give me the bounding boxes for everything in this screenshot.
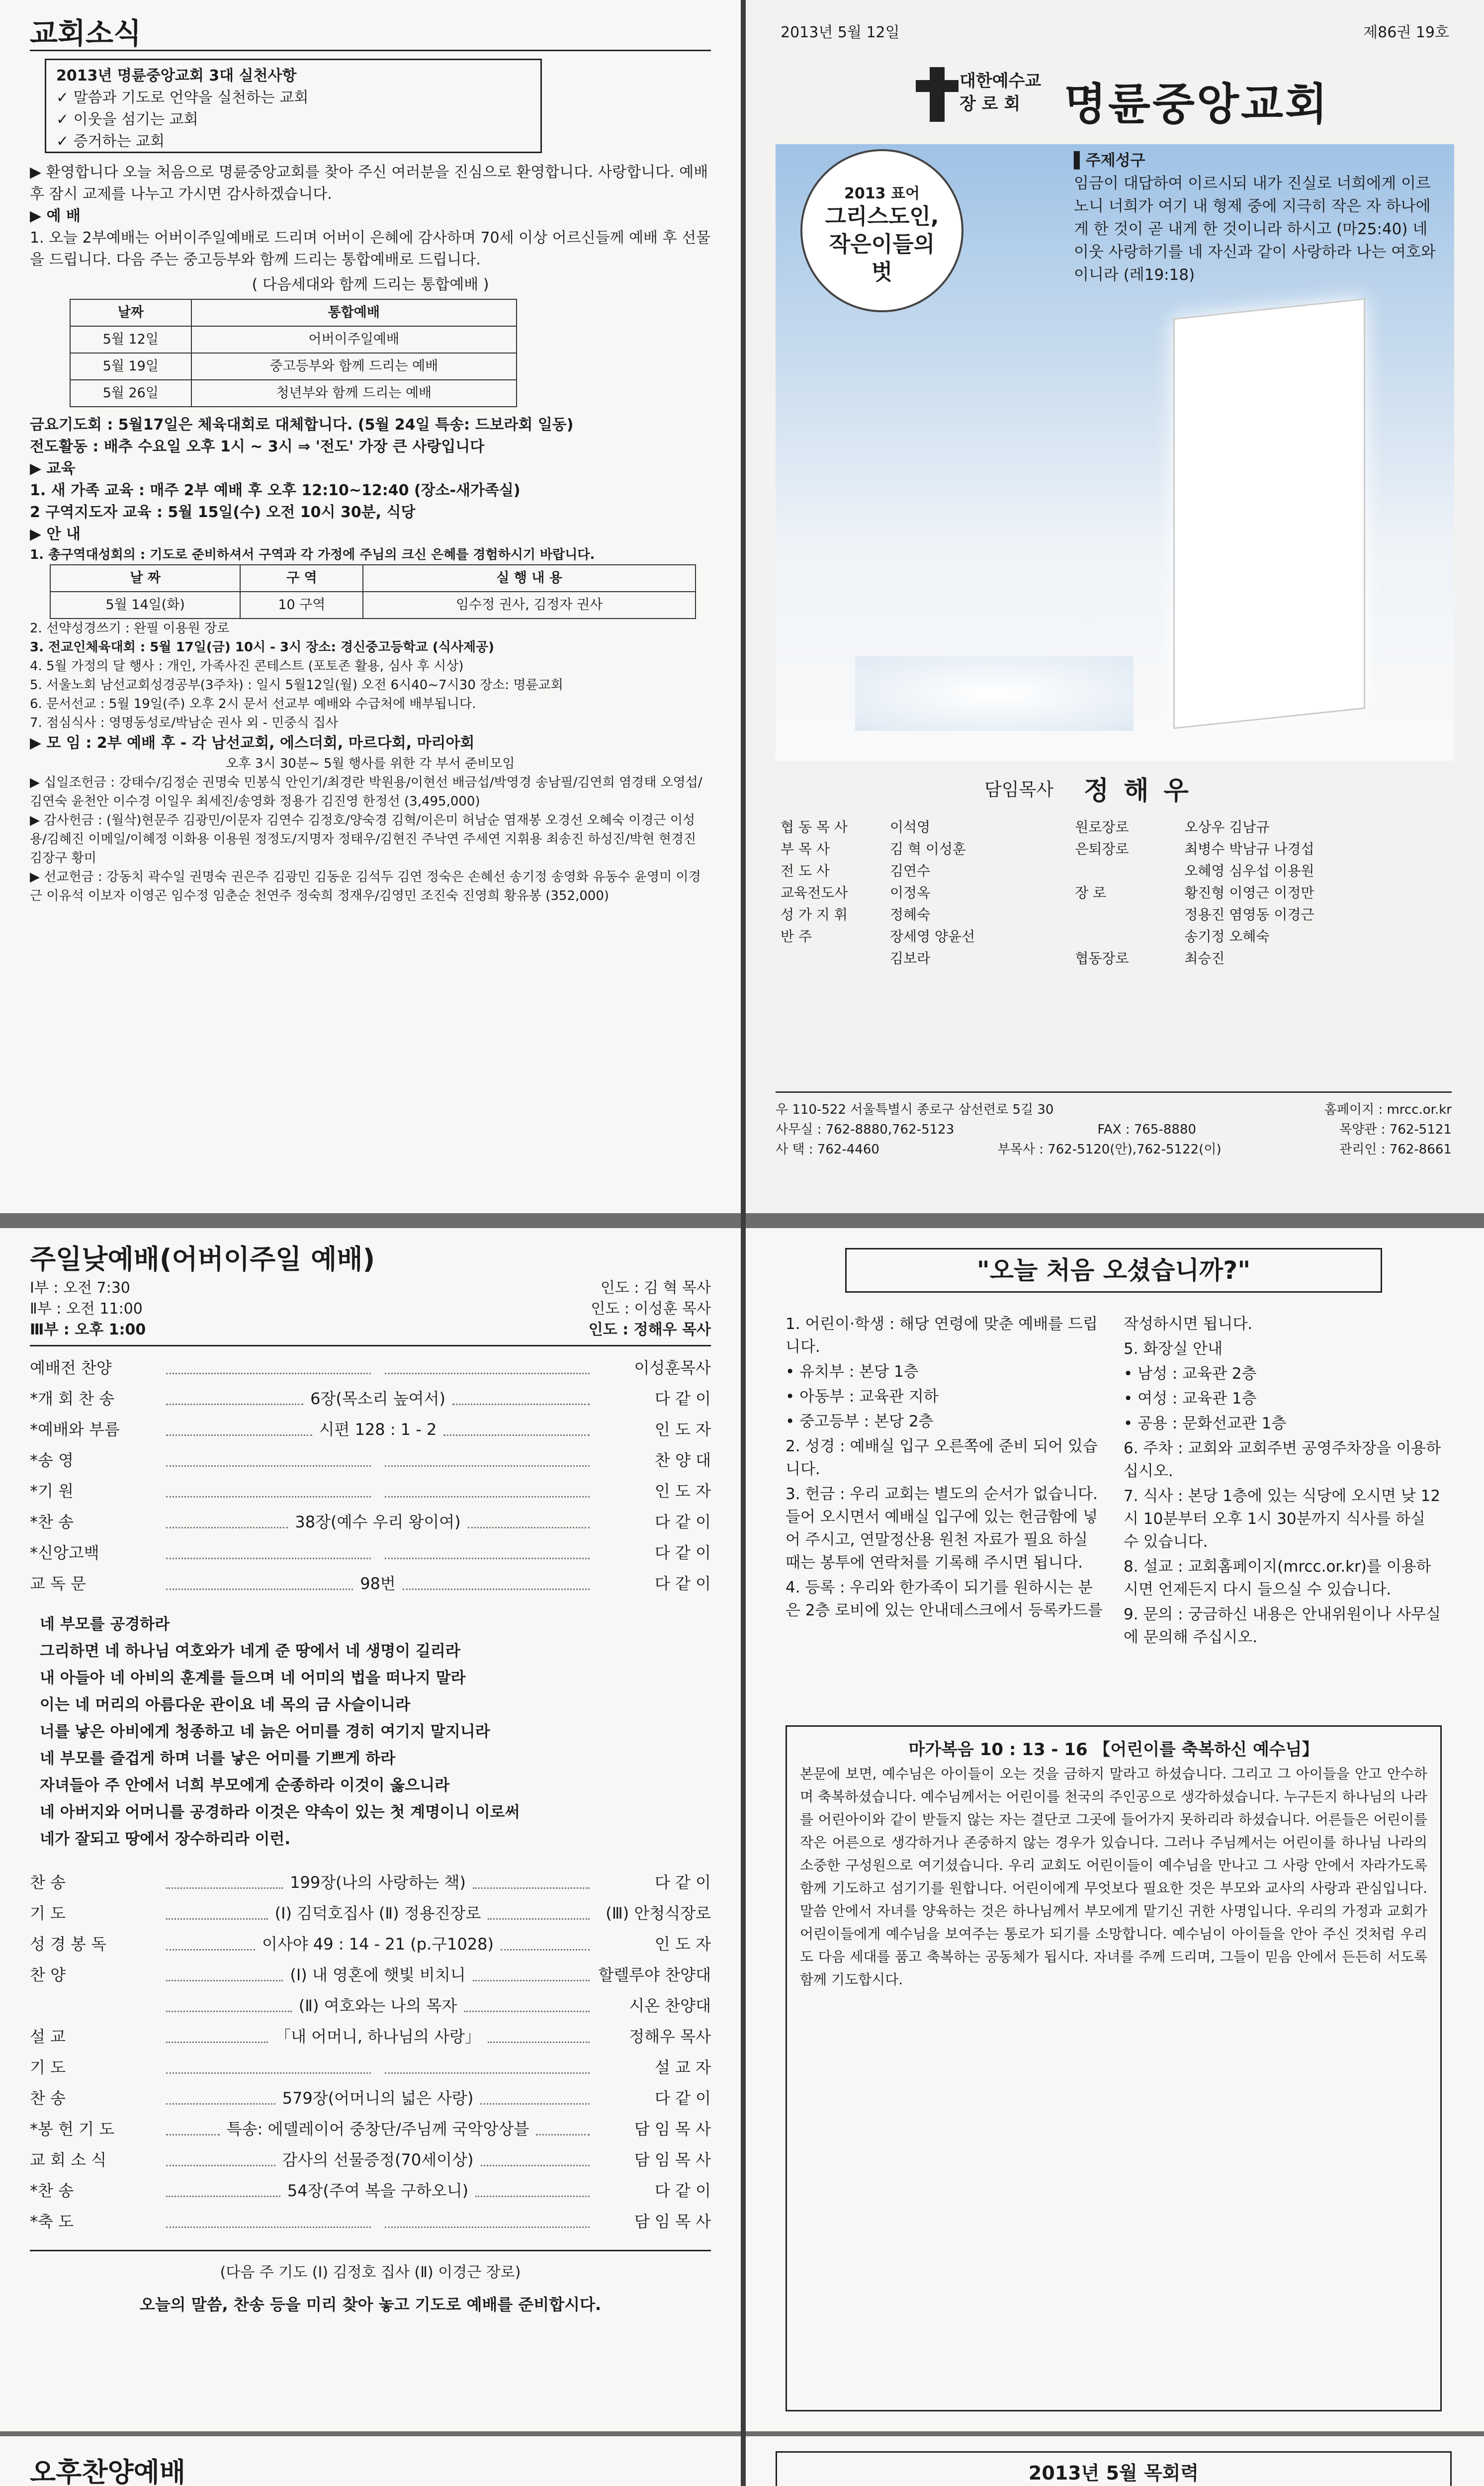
guide-item: 7. 점심식사 : 영명동성로/박남순 권사 외 - 민중식 집사: [30, 715, 339, 730]
motto-badge: [800, 149, 963, 312]
order-label: 찬 송: [30, 2089, 66, 2108]
guide-item: 6. 문서선교 : 5월 19일(주) 오후 2시 문서 선교부 예배와 수급처에 배부됩니다.: [30, 697, 476, 711]
table-cell: 5월 26일: [70, 380, 191, 407]
order-row: [30, 1507, 711, 1537]
order-person: 이성훈목사: [634, 1358, 711, 1377]
motto-text: 벗: [871, 260, 893, 285]
order-label: 성 경 봉 독: [30, 1935, 107, 1953]
ministry-calendar-box: [776, 2451, 1452, 2486]
table-cell: 5월 14일(화): [50, 592, 240, 619]
order-person: 할렐루야 찬양대: [598, 1965, 711, 1984]
guide-item: 5. 서울노회 남선교회성경공부(3주차) : 일시 5월12일(월) 오전 6시40~7시30 장소: 명륜교회: [30, 678, 563, 693]
table-row: [50, 592, 696, 619]
page-sunday-worship: [0, 1228, 741, 2431]
leader-dots: [385, 1537, 590, 1559]
order-person: 다 같 이: [654, 2181, 711, 2200]
section-title-afternoon: 오후찬양예배: [30, 2457, 185, 2486]
staff-cell: 반 주: [781, 928, 812, 945]
staff-cell: [1070, 859, 1179, 881]
order-row: [30, 1568, 711, 1599]
order-person: 찬 양 대: [654, 1451, 711, 1470]
order-row: [30, 2052, 711, 2083]
edu-item: 1. 새 가족 교육 : 매주 2부 예배 후 오후 12:10~12:40 (장소-새가족실): [30, 482, 521, 499]
order-person: 인 도 자: [654, 1420, 711, 1439]
leader-dots: [166, 1898, 268, 1920]
leader-dots: [166, 2083, 275, 2105]
staff-cell: 최병수 박남규 나경섭: [1184, 841, 1314, 857]
friday-prayer-notice: 금요기도회 : 5월17일은 체육대회로 대체합니다. (5월 24일 특송: 드보라회 일동): [30, 416, 574, 434]
staff-cell: 은퇴장로: [1075, 841, 1129, 857]
leader-dots: [166, 1445, 371, 1467]
order-label: 기 도: [30, 1904, 66, 1923]
order-row: [30, 1898, 711, 1929]
notice-head-guide: ▶ 안 내: [30, 526, 81, 543]
district-table: [50, 564, 696, 619]
staff-cell: 원로장로: [1075, 819, 1129, 835]
order-label: *찬 송: [30, 1512, 74, 1531]
order-label: [30, 1990, 159, 2021]
staff-cell: 이정옥: [890, 885, 931, 901]
order-row: [30, 1990, 711, 2021]
staff-table: [776, 815, 1452, 969]
motto-title: 2013년 명륜중앙교회 3대 실천사항: [56, 67, 297, 85]
table-header: 실 행 내 용: [363, 565, 696, 592]
leader-dots: [166, 2206, 371, 2228]
order-label: *축 도: [30, 2212, 74, 2231]
service-time: Ⅲ부 : 오후 1:00: [30, 1321, 146, 1338]
notice-head-worship: ▶ 예 배: [30, 207, 81, 225]
pastor-name: 정 해 우: [1084, 776, 1192, 806]
order-person: 인 도 자: [654, 1935, 711, 1953]
reading-line: 자녀들아 주 안에서 너희 부모에게 순종하라 이것이 옳으니라: [40, 1776, 450, 1794]
table-cell: 임수정 권사, 김정자 권사: [363, 592, 696, 619]
service-time: Ⅰ부 : 오전 7:30: [30, 1279, 130, 1297]
worship-order-list: [30, 1352, 711, 1599]
order-row: [30, 1476, 711, 1507]
edu-item: 2 구역지도자 교육 : 5월 15일(수) 오전 10시 30분, 식당: [30, 504, 416, 521]
order-label: *찬 송: [30, 2181, 74, 2200]
guide-item: 8. 설교 : 교회홈페이지(mrcc.or.kr)를 이용하시면 언제든지 다시 들으실 수 있습니다.: [1124, 1558, 1431, 1598]
staff-row: [776, 859, 1452, 881]
church-homepage[interactable]: 홈페이지 : mrcc.or.kr: [1324, 1102, 1452, 1117]
divider: [30, 50, 711, 51]
guide-item: 4. 등록 : 우리와 한가족이 되기를 원하시는 분은 2층 로비에 있는 안내데스크에서 등록카드를: [786, 1579, 1103, 1619]
leader-dots: [468, 1507, 590, 1528]
guide-item: 작성하시면 됩니다.: [1124, 1315, 1253, 1333]
order-row: [30, 1867, 711, 1898]
bulletin-date: 2013년 5월 12일: [781, 24, 900, 41]
leader-dots: [166, 2175, 280, 2197]
order-label: *송 영: [30, 1451, 74, 1470]
order-person: 다 같 이: [654, 1543, 711, 1562]
order-row: [30, 2206, 711, 2237]
service-leader: 인도 : 김 혁 목사: [600, 1279, 711, 1297]
newcomer-guide-right: [1124, 1313, 1442, 1651]
pastor-label: 담임목사: [984, 780, 1054, 800]
order-person: 다 같 이: [654, 2089, 711, 2108]
order-row: [30, 2021, 711, 2052]
staff-cell: 교육전도사: [781, 885, 848, 901]
bulletin-issue: 제86권 19호: [1363, 24, 1449, 41]
order-label: *기 원: [30, 1482, 74, 1501]
guide-item: 6. 주차 : 교회와 교회주변 공영주차장을 이용하십시오.: [1124, 1439, 1441, 1480]
staff-cell: [776, 947, 885, 969]
cross-icon: [930, 67, 945, 122]
phone-number: 사무실 : 762-8880,762-5123: [776, 1122, 955, 1137]
motto-text: 그리스도인,: [825, 204, 939, 229]
church-name: 명륜중앙교회: [1064, 79, 1330, 130]
leader-dots: [166, 1990, 292, 2012]
leader-dots: [166, 1959, 283, 1981]
section-title-news: 교회소식: [30, 16, 142, 50]
divider: [30, 1345, 711, 1346]
page-newcomers: [746, 1228, 1484, 2431]
church-address: 우 110-522 서울특별시 종로구 삼선련로 5길 30: [776, 1102, 1054, 1117]
leader-dots: [166, 1929, 255, 1951]
responsive-reading: [40, 1611, 701, 1853]
phone-number: 목양관 : 762-5121: [1339, 1122, 1452, 1137]
leader-dots: [443, 1414, 590, 1436]
order-label: *예배와 부름: [30, 1420, 120, 1439]
order-person: 담 임 목 사: [634, 2150, 711, 2169]
leader-dots: [464, 1990, 590, 2012]
order-label: 예배전 찬양: [30, 1358, 112, 1377]
leader-dots: [473, 1867, 590, 1889]
theme-verse: 임금이 대답하여 이르시되 내가 진실로 너희에게 이르노니 너희가 여기 내 형제 중에 지극히 작은 자 하나에게 한 것이 곧 내게 한 것이니라 하시고 (마25:40) 네 이웃 사랑하기를 네 자신과 같이 사랑하라 나는 여호와이니라 (레19:18): [1074, 175, 1436, 284]
guide-item: • 유치부 : 본당 1층: [786, 1363, 919, 1381]
guide-item: 2. 선약성경쓰기 : 완필 이용원 장로: [30, 621, 230, 636]
leader-dots: [475, 2175, 590, 2197]
order-row: [30, 1445, 711, 1476]
staff-cell: 최승진: [1184, 950, 1225, 967]
leader-dots: [166, 2052, 371, 2074]
leader-dots: [166, 2021, 268, 2043]
staff-cell: 오혜영 심우섭 이용원: [1184, 863, 1314, 879]
order-person: (Ⅲ) 안청식장로: [606, 1904, 711, 1923]
order-detail: 이사야 49 : 14 - 21 (p.구1028): [262, 1935, 494, 1953]
phone-number: 사 택 : 762-4460: [776, 1142, 879, 1157]
sermon-summary-text: 본문에 보면, 예수님은 아이들이 오는 것을 금하지 말라고 하셨습니다. 그리고 그 아이들을 안고 안수하며 축복하셨습니다. 예수님께서는 어린이를 천국의 주인공으로 생각하셨습니다. 누구든지 하나님의 나라를 어린아이와 같이 받들지 않는 자는 결단코 그곳에 들어가지 못하리라 하셨습니다. 어른들은 어린이를 작은 어른으로 생각하거나 존중하지 않는 경우가 있습니다. 그러나 주님께서는 어린이를 하나님 나라의 소중한 구성원으로 여기셨습니다. 우리 교회도 어린이들이 예수님을 만나고 그 사랑 안에서 자라가도록 함께 기도하고 섬기기를 원합니다. 어린이에게 무엇보다 필요한 것은 부모와 교사의 사랑과 관심입니다. 말씀 안에서 자녀를 양육하는 것은 하나님께서 부모에게 맡기신 귀한 사명입니다. 우리의 가정과 교회가 어린이들에게 예수님을 보여주는 통로가 되기를 소망합니다. 예수님이 아이들을 안아 주신 것처럼 우리도 다음 세대를 품고 축복하는 공동체가 됩시다. 자녀를 주께 드리며, 그들이 믿음 안에서 든든히 서도록 함께 기도합시다.: [800, 1766, 1427, 1988]
table-cell: 5월 19일: [70, 353, 191, 380]
cloud-illustration: [855, 656, 1134, 731]
leader-dots: [166, 1476, 371, 1498]
leader-dots: [166, 1507, 288, 1528]
guide-item: • 남성 : 교육관 2층: [1124, 1365, 1257, 1383]
group-notice-sub: 오후 3시 30분~ 5월 행사를 위한 각 부서 준비모임: [226, 756, 515, 771]
staff-row: [776, 837, 1452, 859]
staff-cell: 장 로: [1075, 885, 1107, 901]
table-header: 날 짜: [50, 565, 240, 592]
reading-line: 네 부모를 공경하라: [40, 1615, 170, 1633]
reading-line: 너를 낳은 아비에게 청종하고 네 늙은 어미를 경히 여기지 말지니라: [40, 1723, 490, 1741]
open-door-illustration: [1173, 298, 1365, 729]
page-cover: [746, 0, 1484, 1213]
order-label: 교 독 문: [30, 1574, 87, 1593]
order-row: [30, 2083, 711, 2114]
leader-dots: [166, 2114, 220, 2135]
order-detail: 579장(어머니의 넓은 사랑): [282, 2089, 474, 2108]
guide-item: 2. 성경 : 예배실 입구 오른쪽에 준비 되어 있습니다.: [786, 1437, 1098, 1478]
motto-text: 작은이들의: [829, 232, 935, 257]
reading-line: 그리하면 네 하나님 여호와가 네게 준 땅에서 네 생명이 길리라: [40, 1642, 460, 1660]
guide-item: • 공용 : 문화선교관 1층: [1124, 1415, 1287, 1432]
order-label: 교 회 소 식: [30, 2150, 107, 2169]
notice-worship: 1. 오늘 2부예배는 어버이주일예배로 드리며 어버이 은혜에 감사하며 70세 이상 어르신들께 예배 후 선물을 드립니다. 다음 주는 중고등부와 함께 드리는 통합예배로 드립니다.: [30, 229, 711, 268]
guide-item: • 여성 : 교육관 1층: [1124, 1390, 1257, 1408]
mission-offering-list: ▶ 선교헌금 : 강동치 곽수일 권명숙 권은주 김광민 김동운 김석두 김연 정숙은 손혜선 송기정 송영화 유동수 윤영미 이경근 이유석 이보자 이영곤 임수정 임춘순 천연주 정숙희 정재우/김영민 조진숙 진영희 황유봉 (352,000): [30, 870, 701, 903]
leader-dots: [488, 1898, 590, 1920]
page-ministry-calendar: [746, 2436, 1484, 2486]
thanks-offering-list: ▶ 감사헌금 : (월삭)현문주 김광민/이문자 김연수 김정호/양숙경 김혁/이은미 허남순 염재봉 오경선 오혜숙 이경근 이성용/김혜진 이메일/이혜정 이화용 이용원 정정도/지명자 정태우/김현진 주낙연 주세연 지휘용 최송진 하성진/박현 현경진 김장구 황미: [30, 813, 697, 866]
section-title-sunday: 주일낮예배(어버이주일 예배): [30, 1243, 375, 1275]
staff-cell: 협동장로: [1075, 950, 1129, 967]
order-person: 시온 찬양대: [629, 1996, 711, 2015]
table-header: 날짜: [70, 299, 191, 326]
staff-cell: 김보라: [890, 950, 931, 967]
leader-dots: [166, 1568, 353, 1590]
leader-dots: [166, 1867, 283, 1889]
guide-item: 1. 총구역대성회의 : 기도로 준비하셔서 구역과 각 가정에 주님의 크신 은혜를 경험하시기 바랍니다.: [30, 547, 595, 562]
order-row: [30, 2144, 711, 2175]
order-row: [30, 1959, 711, 1990]
guide-item: 5. 화장실 안내: [1124, 1340, 1223, 1358]
order-label: 기 도: [30, 2058, 66, 2077]
staff-cell: 장세영 양윤선: [890, 928, 975, 945]
order-person: 다 같 이: [654, 1574, 711, 1593]
sermon-summary-title: 마가복음 10 : 13 - 16 【어린이를 축복하신 예수님】: [908, 1740, 1319, 1760]
order-row: [30, 1414, 711, 1445]
order-person: 정해우 목사: [629, 2027, 711, 2046]
welcome-notice: ▶ 환영합니다 오늘 처음으로 명륜중앙교회를 찾아 주신 여러분을 진심으로 환영합니다. 사랑합니다. 예배 후 잠시 교제를 나누고 가시면 감사하겠습니다.: [30, 164, 708, 203]
leader-dots: [385, 1352, 590, 1374]
guide-item: 3. 헌금 : 우리 교회는 별도의 순서가 없습니다. 들어 오시면서 예배실 입구에 있는 헌금함에 넣어 주시고, 연말정산용 원천 자료가 필요 하실 때는 봉투에 연락처를 기록해 주시면 됩니다.: [786, 1485, 1098, 1572]
page-church-news: [0, 0, 741, 1213]
table-row: [70, 380, 517, 407]
staff-cell: [1070, 925, 1179, 947]
order-label: *신앙고백: [30, 1543, 99, 1562]
leader-dots: [166, 1537, 371, 1559]
order-label: 찬 송: [30, 1873, 66, 1892]
joint-worship-table: [70, 299, 517, 407]
order-label: 찬 양: [30, 1965, 66, 1984]
ministry-calendar-title: 2013년 5월 목회력: [1028, 2462, 1199, 2484]
tithe-list: ▶ 십일조헌금 : 강태수/김정순 권명숙 민봉식 안인기/최경란 박원용/이현선 배금섭/박영경 송남필/김연희 염경태 오영섭/김연숙 윤천안 이수경 이일우 최세진/송영화 정용가 김진영 한정선 (3,495,000): [30, 775, 702, 809]
evangelism-notice: 전도활동 : 배추 수요일 오후 1시 ~ 3시 ⇒ '전도' 가장 큰 사랑입니다: [30, 438, 485, 455]
service-leader: 인도 : 정해우 목사: [588, 1321, 711, 1338]
leader-dots: [385, 1445, 590, 1467]
reading-line: 네 부모를 즐겁게 하며 너를 낳은 어미를 기쁘게 하라: [40, 1750, 396, 1768]
order-detail: 「내 어머니, 하나님의 사랑」: [275, 2027, 481, 2046]
staff-cell: 부 목 사: [781, 841, 830, 857]
leader-dots: [501, 1929, 590, 1951]
motto-item: ✓ 증거하는 교회: [56, 133, 165, 150]
table-cell: 중고등부와 함께 드리는 예배: [191, 353, 517, 380]
leader-dots: [166, 1383, 303, 1405]
motto-box: [45, 59, 542, 153]
leader-dots: [481, 2144, 590, 2166]
order-person: 담 임 목 사: [634, 2212, 711, 2231]
table-header: 구 역: [240, 565, 363, 592]
order-detail: (Ⅱ) 여호와는 나의 목자: [298, 1996, 457, 2015]
order-detail: 38장(예수 우리 왕이여): [295, 1512, 461, 1531]
leader-dots: [166, 1352, 371, 1374]
guide-item: 3. 전교인체육대회 : 5월 17일(금) 10시 - 3시 장소: 경신중고등학교 (식사제공): [30, 640, 495, 655]
staff-row: [776, 881, 1452, 903]
guide-item: • 아동부 : 교육관 지하: [786, 1388, 939, 1406]
order-person: 다 같 이: [654, 1873, 711, 1892]
denomination: 대한예수교: [960, 71, 1042, 91]
newcomer-guide-left: [786, 1313, 1104, 1624]
theme-verse-title: ▌주제성구: [1074, 152, 1145, 170]
table-cell: 5월 12일: [70, 326, 191, 353]
leader-dots: [488, 2021, 590, 2043]
reading-line: 내 아들아 네 아비의 훈계를 들으며 네 어미의 법을 떠나지 말라: [40, 1669, 466, 1687]
order-label: 설 교: [30, 2027, 66, 2046]
order-detail: 54장(주여 복을 구하오니): [287, 2181, 469, 2200]
leader-dots: [452, 1383, 590, 1405]
leader-dots: [166, 1414, 312, 1436]
order-label: *개 회 찬 송: [30, 1389, 115, 1408]
order-person: 담 임 목 사: [634, 2120, 711, 2138]
staff-cell: 협 동 목 사: [781, 819, 848, 835]
leader-dots: [385, 2052, 590, 2074]
table-cell: 10 구역: [240, 592, 363, 619]
order-row: [30, 2114, 711, 2144]
order-row: [30, 1383, 711, 1414]
order-row: [30, 1929, 711, 1959]
reading-line: 네 아버지와 어머니를 공경하라 이것은 약속이 있는 첫 계명이니 이로써: [40, 1803, 520, 1821]
staff-row: [776, 903, 1452, 925]
order-person: 다 같 이: [654, 1512, 711, 1531]
reading-line: 이는 네 머리의 아름다운 관이요 네 목의 금 사슬이니라: [40, 1696, 411, 1714]
phone-number: FAX : 765-8880: [1097, 1122, 1197, 1137]
guide-item: 1. 어린이·학생 : 해당 연령에 맞춘 예배를 드립니다.: [786, 1315, 1098, 1356]
preparation-note: 오늘의 말씀, 찬송 등을 미리 찾아 놓고 기도로 예배를 준비합시다.: [139, 2295, 602, 2314]
guide-item: • 중고등부 : 본당 2층: [786, 1413, 934, 1430]
order-row: [30, 2175, 711, 2206]
staff-cell: 오상우 김남규: [1184, 819, 1270, 835]
order-person: 인 도 자: [654, 1482, 711, 1501]
phone-number: 관리인 : 762-8661: [1339, 1142, 1452, 1157]
staff-row: [776, 947, 1452, 969]
divider: [30, 2250, 711, 2251]
staff-cell: 김연수: [890, 863, 931, 879]
worship-caption: ( 다음세대와 함께 드리는 통합예배 ): [252, 276, 489, 293]
motto-item: ✓ 이웃을 섬기는 교회: [56, 111, 198, 128]
staff-cell: 정혜숙: [890, 906, 931, 923]
table-row: [70, 326, 517, 353]
order-detail: (Ⅰ) 김덕호집사 (Ⅱ) 정용진장로: [274, 1904, 481, 1923]
guide-item: 9. 문의 : 궁금하신 내용은 안내위원이나 사무실에 문의해 주십시오.: [1124, 1605, 1441, 1646]
guide-item: 4. 5월 가정의 달 행사 : 개인, 가족사진 콘테스트 (포토존 활용, 심사 후 시상): [30, 659, 464, 674]
table-header: 통합예배: [191, 299, 517, 326]
denomination: 장 로 회: [960, 94, 1021, 114]
service-leader: 인도 : 이성훈 목사: [591, 1300, 711, 1318]
leader-dots: [166, 2144, 275, 2166]
order-detail: 98번: [360, 1574, 396, 1593]
order-row: [30, 1537, 711, 1568]
worship-order-list-2: [30, 1867, 711, 2237]
leader-dots: [385, 1476, 590, 1498]
order-label: *봉 헌 기 도: [30, 2120, 115, 2138]
leader-dots: [536, 2114, 590, 2135]
newcomer-title: "오늘 처음 오셨습니까?": [845, 1248, 1382, 1293]
guide-item: 7. 식사 : 본당 1층에 있는 식당에 오시면 낮 12시 10분부터 오후 1시 30분까지 식사를 하실 수 있습니다.: [1124, 1487, 1441, 1551]
leader-dots: [473, 1959, 590, 1981]
staff-cell: [1070, 903, 1179, 925]
service-time: Ⅱ부 : 오전 11:00: [30, 1300, 143, 1318]
order-detail: 감사의 선물증정(70세이상): [282, 2150, 474, 2169]
order-detail: 시편 128 : 1 - 2: [319, 1420, 437, 1439]
order-person: 설 교 자: [654, 2058, 711, 2077]
table-cell: 청년부와 함께 드리는 예배: [191, 380, 517, 407]
staff-cell: 김 혁 이성훈: [890, 841, 966, 857]
table-cell: 어버이주일예배: [191, 326, 517, 353]
order-detail: 199장(나의 사랑하는 책): [290, 1873, 466, 1892]
order-detail: 특송: 에델레이어 중창단/주님께 국악앙상블: [226, 2120, 529, 2138]
page-fold: [741, 0, 746, 2486]
order-detail: (Ⅰ) 내 영혼에 햇빛 비치니: [290, 1965, 466, 1984]
notice-head-edu: ▶ 교육: [30, 460, 76, 477]
motto-item: ✓ 말씀과 기도로 언약을 실천하는 교회: [56, 89, 309, 106]
order-detail: 6장(목소리 높여서): [310, 1389, 445, 1408]
staff-cell: 황진형 이영근 이정만: [1184, 885, 1314, 901]
order-person: 다 같 이: [654, 1389, 711, 1408]
staff-cell: 성 가 지 휘: [781, 906, 848, 923]
staff-cell: 이석영: [890, 819, 931, 835]
staff-cell: 정용진 염영동 이경근: [1184, 906, 1314, 923]
staff-row: [776, 925, 1452, 947]
order-row: [30, 1352, 711, 1383]
staff-cell: 송기정 오혜숙: [1184, 928, 1270, 945]
staff-row: [776, 815, 1452, 837]
leader-dots: [403, 1568, 590, 1590]
page-afternoon-wednesday: [0, 2436, 741, 2486]
phone-number: 부목사 : 762-5120(안),762-5122(이): [997, 1142, 1222, 1157]
group-notice: ▶ 모 임 : 2부 예배 후 - 각 남선교회, 에스더회, 마르다회, 마리아회: [30, 734, 475, 752]
leader-dots: [480, 2083, 590, 2105]
next-week-prayer: (다음 주 기도 (Ⅰ) 김정호 집사 (Ⅱ) 이경근 장로): [220, 2264, 521, 2281]
reading-line: 네가 잘되고 땅에서 장수하리라 이런.: [40, 1830, 291, 1848]
staff-cell: 전 도 사: [781, 863, 830, 879]
leader-dots: [385, 2206, 590, 2228]
sermon-summary-box: [786, 1725, 1442, 2411]
table-row: [70, 353, 517, 380]
motto-year: 2013 표어: [844, 185, 920, 202]
